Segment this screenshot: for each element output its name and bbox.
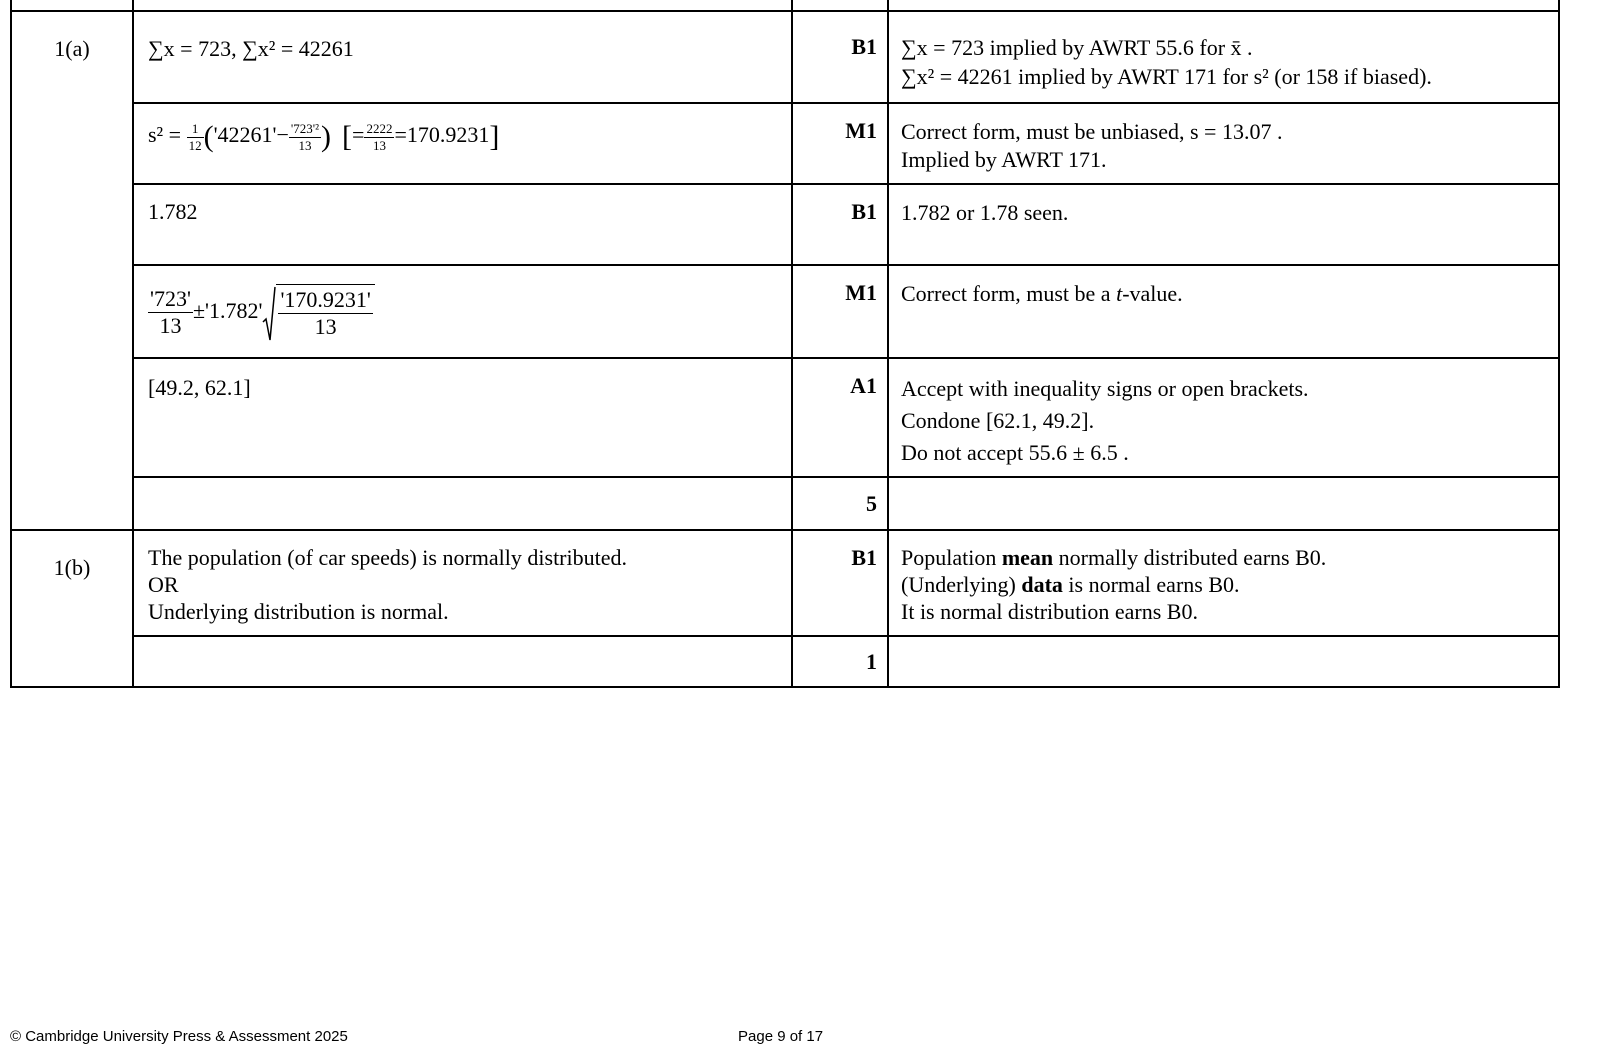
- table-row: [11, 103, 1559, 184]
- table-row: [11, 265, 1559, 358]
- formula-middle: '42261'−: [213, 122, 289, 148]
- guidance-line: [901, 280, 1546, 309]
- fraction: [364, 121, 394, 154]
- guidance-text: Population: [901, 545, 1002, 570]
- table-header-strip: [11, 0, 1559, 11]
- fraction: [278, 287, 372, 340]
- answer-text: ∑x = 723, ∑x² = 42261: [148, 36, 354, 61]
- marks-cell: B1: [792, 11, 888, 103]
- answer-line: OR: [148, 571, 179, 597]
- guidance-text: Correct form, must be a: [901, 281, 1117, 306]
- footer-page-number: Page 9 of 17: [738, 1028, 824, 1045]
- guidance-text: normally distributed earns B0.: [1053, 545, 1327, 570]
- guidance-line: Condone [62.1, 49.2].: [901, 407, 1095, 433]
- guidance-text: -value.: [1122, 281, 1183, 306]
- answer-line: The population (of car speeds) is normally distributed.: [148, 545, 627, 570]
- confidence-interval-formula: [148, 286, 375, 339]
- guidance-line: 1.782 or 1.78 seen.: [901, 200, 1069, 225]
- table-row-total: [11, 477, 1559, 530]
- guidance-line: It is normal distribution earns B0.: [901, 598, 1198, 624]
- answer-line: Underlying distribution is normal.: [148, 598, 449, 624]
- marks-cell: B1: [792, 530, 888, 636]
- guidance-text: (Underlying): [901, 571, 1022, 597]
- marks-cell: M1: [792, 265, 888, 358]
- table-row: [11, 11, 1559, 103]
- variance-formula: [148, 120, 500, 153]
- guidance-line: Do not accept 55.6 ± 6.5 .: [901, 439, 1129, 465]
- guidance-cell: [888, 184, 1559, 265]
- table-row: [11, 530, 1559, 636]
- fraction: [187, 121, 204, 154]
- table-row: [11, 358, 1559, 477]
- formula-result: =170.9231: [394, 122, 490, 148]
- fraction-denominator: 12: [188, 137, 202, 153]
- guidance-line: [901, 572, 1546, 599]
- answer-cell: [49.2, 62.1]: [133, 358, 792, 477]
- guidance-bold: data: [1021, 571, 1063, 597]
- answer-cell: [133, 530, 792, 636]
- guidance-cell: [888, 358, 1559, 477]
- open-bracket: [: [342, 120, 353, 153]
- fraction-numerator: 1: [187, 121, 204, 138]
- marks-cell: B1: [792, 184, 888, 265]
- marks-cell: M1: [792, 103, 888, 184]
- fraction-numerator: '170.9231': [280, 287, 371, 312]
- fraction-numerator: '723'²: [290, 120, 320, 136]
- fraction-denominator: 13: [159, 313, 182, 339]
- footer-copyright: © Cambridge University Press & Assessment 2025: [10, 1028, 348, 1045]
- mark-scheme-table: [10, 0, 1560, 688]
- formula-equals: =: [352, 122, 365, 148]
- formula-lhs: s² =: [148, 122, 187, 148]
- table-row-total: [11, 636, 1559, 687]
- guidance-line: ∑x = 723 implied by AWRT 55.6 for x̄ .: [901, 35, 1253, 60]
- open-paren: (: [203, 120, 214, 153]
- fraction-numerator: '723': [150, 286, 191, 312]
- table-row: [11, 184, 1559, 265]
- formula-plus-minus: ±'1.782': [192, 297, 263, 323]
- guidance-bold: mean: [1001, 545, 1054, 570]
- square-root: [262, 284, 374, 342]
- fraction-denominator: 13: [372, 137, 386, 153]
- guidance-text: is normal earns B0.: [1062, 571, 1240, 597]
- guidance-italic: t: [1116, 281, 1123, 306]
- total-marks: 5: [792, 477, 888, 530]
- answer-cell: [133, 265, 792, 358]
- guidance-cell: [888, 265, 1559, 358]
- fraction: [289, 121, 321, 154]
- fraction-numerator: 2222: [366, 120, 393, 136]
- guidance-line: Accept with inequality signs or open brackets.: [901, 376, 1309, 401]
- question-number: 1(a): [11, 11, 133, 530]
- marks-cell: A1: [792, 358, 888, 477]
- guidance-cell: [888, 530, 1559, 636]
- guidance-cell: [888, 103, 1559, 184]
- close-bracket: ]: [489, 120, 500, 153]
- root-sign-icon: [262, 286, 276, 342]
- answer-cell: 1.782: [133, 184, 792, 265]
- fraction-denominator: 13: [314, 314, 337, 339]
- guidance-line: Implied by AWRT 171.: [901, 146, 1107, 172]
- answer-cell: [133, 11, 792, 103]
- question-number: 1(b): [11, 530, 133, 687]
- total-marks: 1: [792, 636, 888, 687]
- guidance-line: [901, 545, 1546, 572]
- guidance-line: ∑x² = 42261 implied by AWRT 171 for s² (or 158 if biased).: [901, 63, 1432, 89]
- guidance-line: Correct form, must be unbiased, s = 13.07 .: [901, 119, 1283, 144]
- close-paren: ): [321, 120, 332, 153]
- answer-cell: [133, 103, 792, 184]
- fraction-denominator: 13: [298, 137, 312, 153]
- fraction: [148, 286, 193, 339]
- guidance-cell: [888, 11, 1559, 103]
